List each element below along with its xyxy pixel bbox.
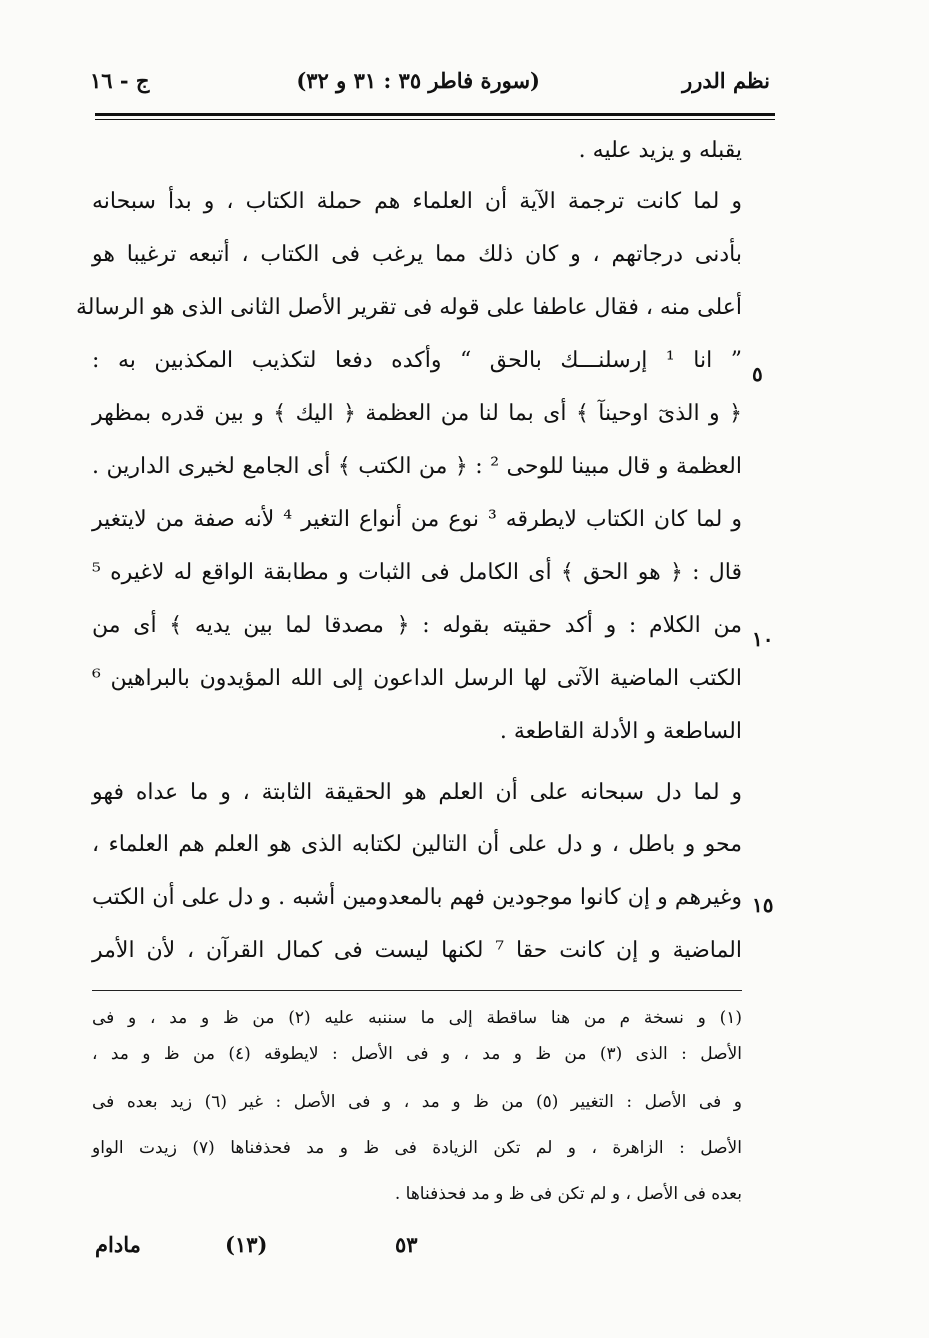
- line-number: ١٥: [752, 893, 774, 917]
- page-number: ٥٣: [395, 1232, 418, 1257]
- page-footer: [95, 1228, 475, 1264]
- text-line: ” انا ¹ إرسلنـــك بالحق “ وأكده دفعا لتكذيب المكذبين به :: [92, 348, 742, 373]
- text-line: و لما كان الكتاب لايطرقه ³ نوع من أنواع التغير ⁴ لأنه صفة من لايتغير: [92, 507, 743, 532]
- catchword: مادام: [95, 1232, 141, 1257]
- text-line: الساطعة و الأدلة القاطعة .: [499, 719, 742, 744]
- text-line: و لما دل سبحانه على أن العلم هو الحقيقة الثابتة ، و ما عداه فهو: [92, 780, 742, 805]
- text-line: بأدنى درجاتهم ، و كان ذلك مما يرغب فى الكتاب ، أتبعه ترغيبا هو: [92, 242, 742, 267]
- text-line: أعلى منه ، فقال عاطفا على قوله فى تقرير الأصل الثانى الذى هو الرسالة: [76, 295, 742, 320]
- text-line: من الكلام : و أكد حقيته بقوله : ﴿ مصدقا لما بين يديه ﴾ أى من: [92, 613, 742, 638]
- footnote-line: الأصل : الزاهرة ، و لم تكن الزيادة فى ظ و مد فحذفناها (٧) زيدت الواو: [92, 1138, 742, 1158]
- footnote-rule: [92, 990, 742, 991]
- line-number: ١٠: [752, 627, 774, 651]
- surah-reference: (سورة فاطر ٣٥ : ٣١ و ٣٢): [296, 68, 540, 93]
- text-line: محو و باطل ، و دل على أن التالين لكتابه الذى هو العلم هم العلماء ،: [92, 832, 742, 857]
- text-line: يقبله و يزيد عليه .: [578, 138, 742, 163]
- line-number: ٥: [752, 362, 763, 386]
- signature-mark: (١٣): [225, 1232, 268, 1257]
- text-line: الكتب الماضية الآتى لها الرسل الداعون إلى الله المؤيدون بالبراهين ⁶: [92, 666, 742, 691]
- running-header: [90, 62, 770, 104]
- footnote-line: و فى الأصل : التغيير (٥) من ظ و مد ، و فى الأصل : غير (٦) زيد بعده فى: [92, 1092, 742, 1112]
- volume-part: ج - ١٦: [90, 68, 150, 93]
- header-rule-thin: [95, 119, 775, 120]
- text-line: و لما كانت ترجمة الآية أن العلماء هم حملة الكتاب ، و بدأ سبحانه: [92, 189, 742, 214]
- footnote-line: الأصل : الذى (٣) من ظ و مد ، و فى الأصل : لايطوقه (٤) من ظ و مد ،: [92, 1044, 742, 1064]
- text-line: العظمة و قال مبينا للوحى ² : ﴿ من الكتب ﴾ أى الجامع لخيرى الدارين .: [92, 454, 742, 479]
- text-line: وغيرهم و إن كانوا موجودين فهم بالمعدومين أشبه . و دل على أن الكتب: [92, 885, 742, 910]
- footnote-line: (١) و نسخة م من هنا ساقطة إلى ما سننبه عليه (٢) من ظ و مد ، و فى: [92, 1008, 742, 1028]
- text-line: قال : ﴿ هو الحق ﴾ أى الكامل فى الثبات و مطابقة الواقع له لاغيره ⁵: [92, 560, 742, 585]
- text-line: ﴿ و الذىٓ اوحينآ ﴾ أى بما لنا من العظمة ﴿ اليك ﴾ و بين قدره بمظهر: [92, 401, 742, 426]
- book-title: نظم الدرر: [682, 68, 770, 93]
- text-line: الماضية و إن كانت حقا ⁷ لكنها ليست فى كمال القرآن ، لأن الأمر: [92, 938, 742, 963]
- footnote-line: بعده فى الأصل ، و لم تكن فى ظ و مد فحذفناها .: [394, 1184, 742, 1204]
- header-rule: [95, 113, 775, 116]
